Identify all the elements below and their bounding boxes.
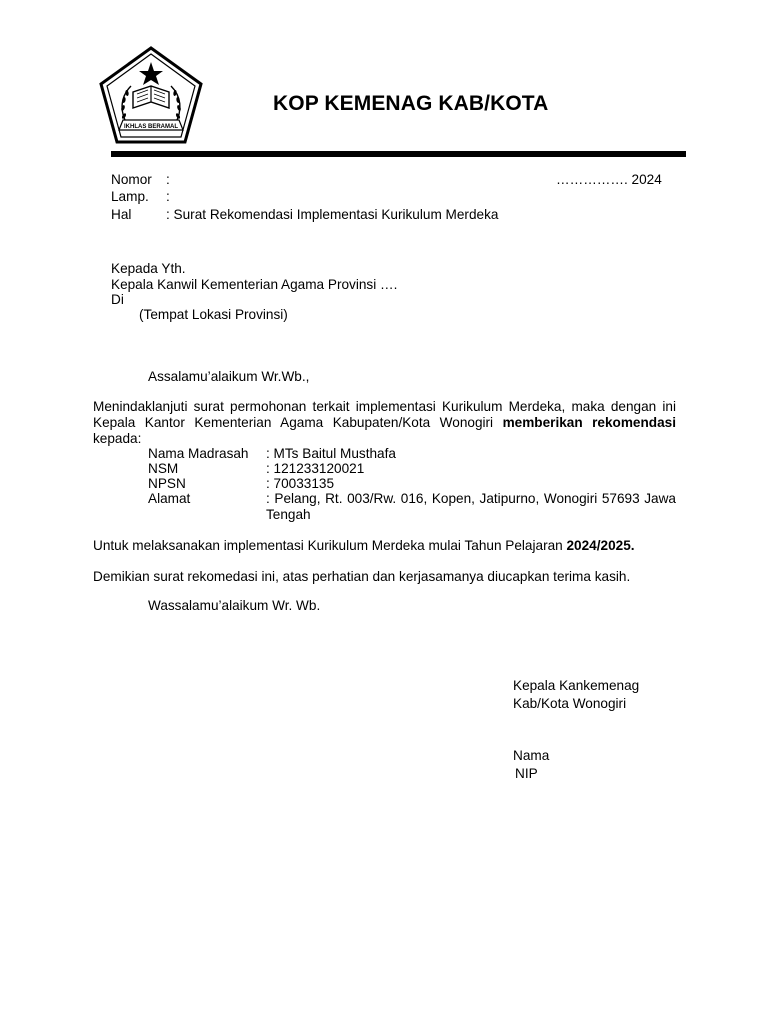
detail-label-npsn: NPSN (148, 476, 186, 491)
intro-text-after: kepada: (93, 431, 142, 446)
letterhead-title: KOP KEMENAG KAB/KOTA (273, 92, 549, 115)
kemenag-logo (97, 46, 205, 146)
detail-label-nsm: NSM (148, 461, 179, 476)
letter-date: ……………. 2024 (556, 172, 662, 187)
detail-value-npsn: : 70033135 (266, 476, 335, 491)
opening-greeting: Assalamu’alaikum Wr.Wb., (148, 369, 310, 384)
hal-label: Hal (111, 207, 132, 222)
lamp-label: Lamp. (111, 189, 149, 204)
purpose-paragraph (93, 538, 635, 554)
recipient-line-4: (Tempat Lokasi Provinsi) (139, 307, 288, 322)
intro-text-bold: memberikan rekomendasi (502, 415, 676, 430)
signature-nip: NIP (515, 766, 538, 781)
intro-text-before: Menindaklanjuti surat permohonan terkait implementasi Kurikulum Merdeka, maka dengan ini Kepala Kantor Kementerian Agama Kabupaten/Kota Wonogiri (93, 399, 676, 430)
recipient-line-1: Kepada Yth. (111, 261, 186, 276)
signature-name: Nama (513, 748, 550, 763)
nomor-value: : (166, 172, 170, 187)
purpose-year: 2024/2025. (566, 538, 635, 553)
hal-value: : Surat Rekomendasi Implementasi Kurikulum Merdeka (166, 207, 499, 222)
signature-position-line-1: Kepala Kankemenag (513, 678, 640, 693)
letterhead-divider (111, 151, 686, 157)
svg-text:IKHLAS BERAMAL: IKHLAS BERAMAL (124, 124, 178, 130)
detail-value-alamat: : Pelang, Rt. 003/Rw. 016, Kopen, Jatipurno, Wonogiri 57693 Jawa Tengah (266, 491, 676, 522)
detail-value-madrasah: : MTs Baitul Musthafa (266, 446, 396, 461)
lamp-value: : (166, 189, 170, 204)
detail-label-alamat: Alamat (148, 491, 191, 506)
recipient-line-2: Kepala Kanwil Kementerian Agama Provinsi …. (111, 277, 398, 292)
closing-greeting: Wassalamu’alaikum Wr. Wb. (148, 598, 321, 613)
closing-paragraph: Demikian surat rekomedasi ini, atas perhatian dan kerjasamanya diucapkan terima kasih. (93, 569, 631, 584)
detail-value-nsm: : 121233120021 (266, 461, 365, 476)
detail-label-madrasah: Nama Madrasah (148, 446, 249, 461)
purpose-text-before: Untuk melaksanakan implementasi Kurikulum Merdeka mulai Tahun Pelajaran (93, 538, 567, 553)
recipient-line-3: Di (111, 292, 124, 307)
nomor-label: Nomor (111, 172, 152, 187)
intro-paragraph (93, 399, 676, 447)
signature-position-line-2: Kab/Kota Wonogiri (513, 696, 627, 711)
